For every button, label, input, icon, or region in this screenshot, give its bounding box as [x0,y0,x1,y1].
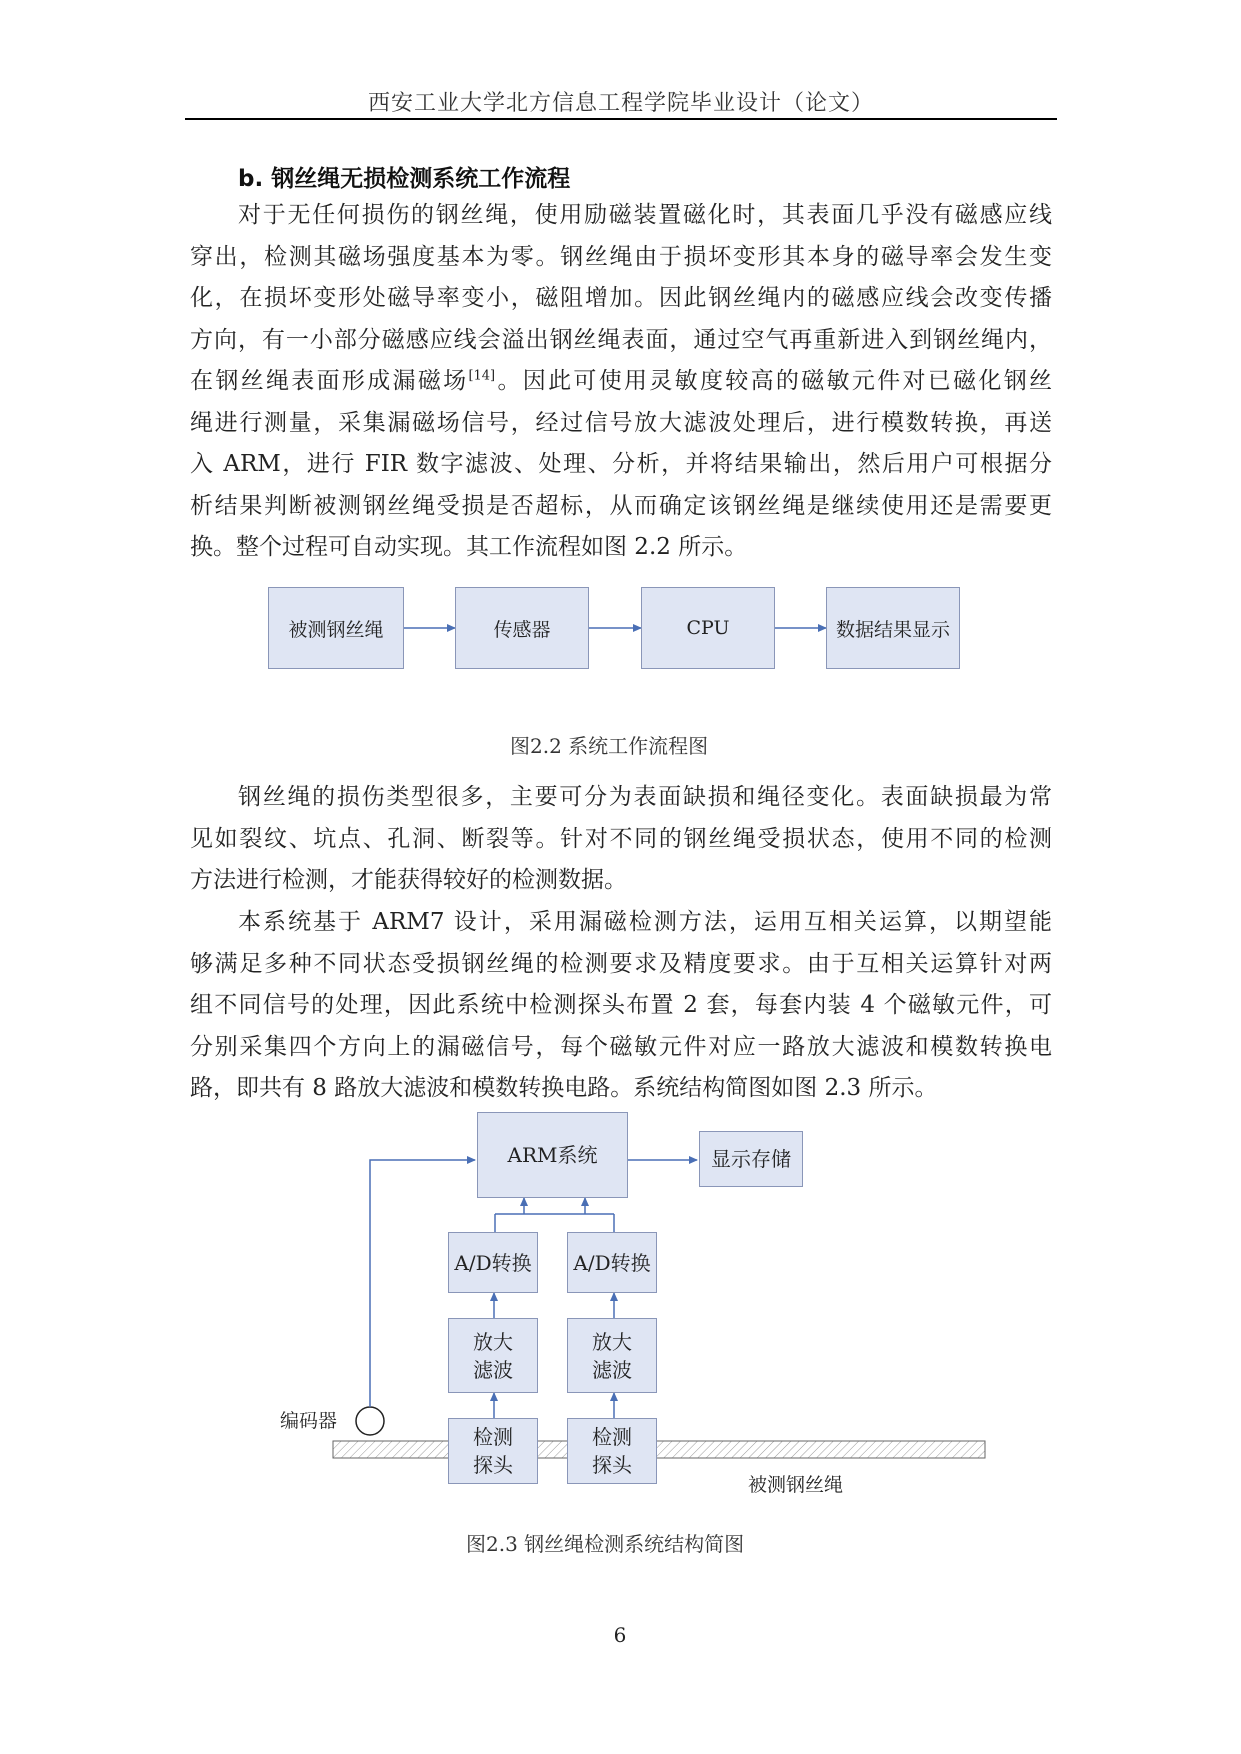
text-line: 本系统基于 ARM7 设计，采用漏磁检测方法，运用互相关运算，以期望能 [238,909,1052,935]
arm-system-box: ARM系统 [477,1112,628,1198]
flow-box-display: 数据结果显示 [826,587,960,669]
flow-box-cpu: CPU [641,587,775,669]
figure-caption-2-2: 图2.2 系统工作流程图 [510,734,709,758]
text-line: 入 ARM，进行 FIR 数字滤波、处理、分析，并将结果输出，然后用户可根据分 [190,451,1052,477]
text-line: 组不同信号的处理，因此系统中检测探头布置 2 套，每套内装 4 个磁敏元件，可 [190,992,1052,1018]
flow-box-rope: 被测钢丝绳 [268,587,404,669]
probe-box-left [448,1418,538,1484]
text-line: 方向，有一小部分磁感应线会溢出钢丝绳表面，通过空气再重新进入到钢丝绳内， [190,326,1052,353]
text-line: 路，即共有 8 路放大滤波和模数转换电路。系统结构简图如图 2.3 所示。 [190,1075,938,1101]
ad-converter-box-left: A/D转换 [448,1232,538,1293]
amp-label-1: 放大 [592,1329,632,1354]
page-header: 西安工业大学北方信息工程学院毕业设计（论文） [367,91,874,116]
text-line: 方法进行检测，才能获得较好的检测数据。 [190,867,627,893]
probe-label-2: 探头 [592,1453,632,1477]
paragraph-damage-types [190,777,1052,902]
paragraph-system-design [190,902,1052,1110]
page-number: 6 [613,1623,627,1647]
amp-label-2: 滤波 [473,1357,513,1382]
text-line: 化，在损坏变形处磁导率变小，磁阻增加。因此钢丝绳内的磁感应线会改变传播 [190,285,1052,311]
text-line: 穿出，检测其磁场强度基本为零。钢丝绳由于损坏变形其本身的磁导率会发生变 [190,243,1052,270]
text-segment: 。因此可使用灵敏度较高的磁敏元件对已磁化钢丝 [495,368,1052,394]
probe-label-2: 探头 [473,1453,513,1477]
rope-bar [333,1441,985,1458]
text-line: 绳进行测量，采集漏磁场信号，经过信号放大滤波处理后，进行模数转换，再送 [190,409,1052,436]
text-line: 换。整个过程可自动实现。其工作流程如图 2.2 所示。 [190,534,748,560]
text-line: 分别采集四个方向上的漏磁信号，每个磁敏元件对应一路放大滤波和模数转换电 [190,1033,1052,1060]
text-line: 对于无任何损伤的钢丝绳，使用励磁装置磁化时，其表面几乎没有磁感应线 [238,202,1052,228]
text-line: 析结果判断被测钢丝绳受损是否超标，从而确定该钢丝绳是继续使用还是需要更 [190,492,1052,519]
probe-box-right [567,1418,657,1484]
text-segment: 在钢丝绳表面形成漏磁场 [190,368,469,394]
rope-label: 被测钢丝绳 [748,1474,844,1496]
ad-converter-box-right: A/D转换 [567,1232,657,1293]
encoder-label: 编码器 [280,1410,338,1432]
citation: [14] [468,368,496,384]
amp-filter-box-right [567,1318,657,1393]
figure-caption-2-3: 图2.3 钢丝绳检测系统结构简图 [466,1532,745,1556]
amp-filter-box-left [448,1318,538,1393]
text-line: 够满足多种不同状态受损钢丝绳的检测要求及精度要求。由于互相关运算针对两 [190,950,1052,977]
amp-label-1: 放大 [473,1329,513,1354]
text-line: 见如裂纹、坑点、孔洞、断裂等。针对不同的钢丝绳受损状态，使用不同的检测 [190,825,1052,852]
probe-label-1: 检测 [473,1425,513,1449]
probe-label-1: 检测 [592,1425,632,1449]
encoder-icon [356,1407,384,1435]
display-storage-box: 显示存储 [699,1131,803,1187]
text-line: 钢丝绳的损伤类型很多，主要可分为表面缺损和绳径变化。表面缺损最为常 [238,784,1052,810]
flow-box-sensor: 传感器 [455,587,589,669]
section-heading: b. 钢丝绳无损检测系统工作流程 [238,166,571,192]
amp-label-2: 滤波 [592,1357,632,1382]
